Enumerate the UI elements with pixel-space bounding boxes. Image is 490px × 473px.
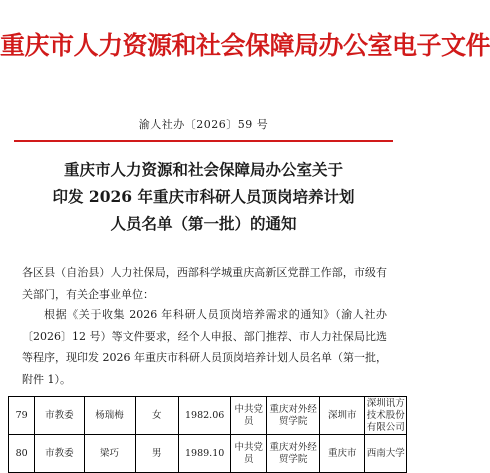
red-divider-line xyxy=(14,140,393,142)
table-cell-political-status: 中共党员 xyxy=(231,435,267,473)
table-cell-department: 市教委 xyxy=(35,397,84,435)
table-cell-gender: 女 xyxy=(135,397,178,435)
notice-title-line: 重庆市人力资源和社会保障局办公室关于 xyxy=(63,160,343,179)
addressee-paragraph: 各区县（自治县）人力社保局，西部科学城重庆高新区党群工作部，市级有关部门，有关企事业单位： xyxy=(22,266,387,301)
table-cell-work-unit: 重庆对外经贸学院 xyxy=(267,435,320,473)
table-cell-index: 80 xyxy=(9,435,35,473)
notice-title xyxy=(30,156,377,237)
table-cell-name: 梁巧 xyxy=(84,435,135,473)
notice-title-line: 人员名单（第一批）的通知 xyxy=(110,214,297,233)
table-cell-birth: 1989.10 xyxy=(178,435,230,473)
personnel-table-section xyxy=(0,396,407,473)
personnel-table xyxy=(8,396,407,473)
table-cell-department: 市教委 xyxy=(35,435,84,473)
document-number: 渝人社办〔2026〕59 号 xyxy=(138,118,269,131)
table-cell-political-status: 中共党员 xyxy=(231,397,267,435)
table-cell-host-unit: 西南大学 xyxy=(365,435,407,473)
table-cell-location: 深圳市 xyxy=(320,397,365,435)
document-masthead: 重庆市人力资源和社会保障局办公室电子文件 xyxy=(0,31,490,60)
table-cell-name: 杨瑞梅 xyxy=(84,397,135,435)
table-cell-birth: 1982.06 xyxy=(178,397,230,435)
table-cell-index: 79 xyxy=(9,397,35,435)
body-paragraph: 根据《关于收集 2026 年科研人员顶岗培养需求的通知》（渝人社办〔2026〕12 号）等文件要求，经个人申报、部门推荐、市人力社保局比选等程序，现印发 2026 年重庆市科研人员顶岗培养计划人员名单（第一批，附件 1）。 xyxy=(22,308,387,386)
table-cell-gender: 男 xyxy=(135,435,178,473)
table-cell-host-unit: 深圳讯方技术股份有限公司 xyxy=(366,397,405,433)
table-row xyxy=(9,397,407,435)
notice-title-line: 印发 2026 年重庆市科研人员顶岗培养计划 xyxy=(52,187,355,206)
table-cell-work-unit: 重庆对外经贸学院 xyxy=(267,397,320,435)
table-cell-location: 重庆市 xyxy=(320,435,365,473)
table-row xyxy=(9,435,407,473)
